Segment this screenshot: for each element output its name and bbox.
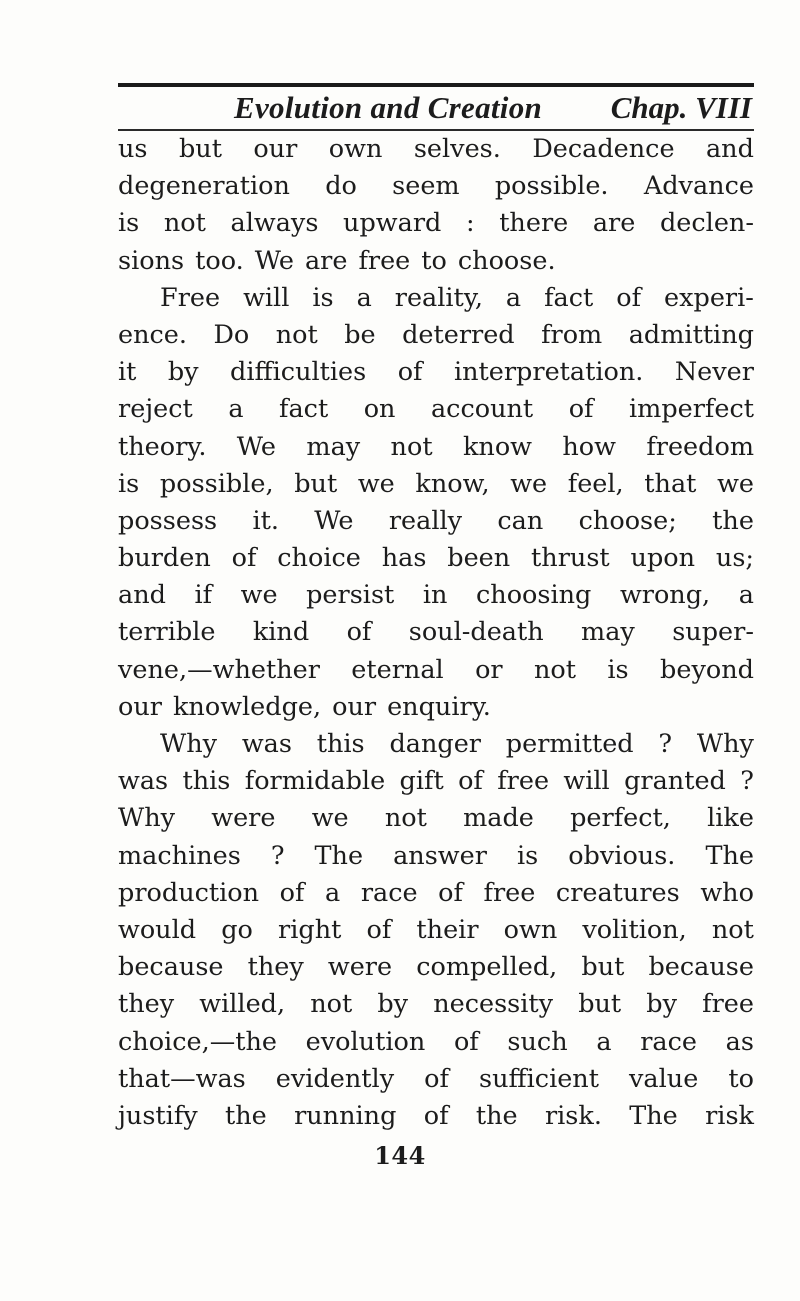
- word: like: [707, 803, 754, 834]
- word: We: [314, 505, 354, 536]
- word: we: [510, 468, 548, 499]
- word: permitted: [505, 729, 634, 759]
- word: not: [163, 208, 206, 239]
- word: from: [541, 319, 603, 350]
- word: we: [357, 468, 395, 499]
- word: volition,: [582, 914, 687, 945]
- word: race: [360, 877, 418, 908]
- word: is: [312, 282, 334, 313]
- word: We: [254, 245, 294, 276]
- word: choosing: [475, 580, 592, 611]
- word: be: [344, 319, 376, 350]
- word: admitting: [628, 319, 754, 350]
- word: has: [381, 543, 427, 574]
- word: free: [358, 245, 411, 276]
- word: in: [422, 580, 448, 611]
- word: upon: [630, 543, 696, 574]
- text-line: [118, 614, 754, 651]
- text-line: [118, 1098, 754, 1135]
- word: right: [278, 914, 342, 945]
- body-text: [118, 131, 754, 1135]
- word: gift: [399, 766, 444, 797]
- word: on: [363, 394, 396, 425]
- text-line: [118, 1024, 754, 1061]
- word: value: [629, 1063, 699, 1094]
- word: been: [447, 543, 511, 574]
- word: would: [118, 914, 197, 945]
- word: of: [568, 394, 594, 425]
- word: were: [211, 803, 276, 834]
- word: freedom: [646, 431, 754, 462]
- word: a: [228, 394, 244, 425]
- word: willed,: [199, 989, 286, 1020]
- word: terrible: [118, 617, 216, 648]
- word: not: [275, 319, 318, 350]
- running-head: [118, 88, 754, 126]
- word: justify: [118, 1100, 198, 1131]
- word: of: [458, 766, 483, 797]
- word: imperfect: [628, 394, 754, 425]
- word: The: [314, 840, 364, 871]
- word: were: [327, 952, 393, 983]
- word: free: [497, 766, 550, 797]
- word: go: [221, 914, 253, 945]
- word: their: [416, 914, 479, 945]
- word: Advance: [643, 171, 754, 202]
- word: account: [430, 394, 534, 425]
- word: formidable: [244, 766, 386, 797]
- word: not: [384, 803, 427, 834]
- text-line: [118, 875, 754, 912]
- word: how: [562, 431, 616, 462]
- word: wrong,: [619, 580, 711, 611]
- word: a: [356, 282, 372, 313]
- word: know: [462, 431, 532, 462]
- word: risk: [705, 1100, 754, 1131]
- word: interpretation.: [453, 357, 644, 388]
- word: selves.: [413, 134, 501, 164]
- text-line: [118, 503, 754, 540]
- word: is: [607, 654, 629, 685]
- text-line: [118, 540, 754, 577]
- word: but: [294, 468, 338, 499]
- word: of: [616, 282, 642, 313]
- word: risk.: [544, 1100, 602, 1131]
- word: own: [328, 134, 383, 164]
- word: sufficient: [479, 1063, 599, 1094]
- word: too.: [195, 245, 244, 276]
- text-line: [118, 429, 754, 466]
- text-line: [118, 800, 754, 837]
- word: experi-: [664, 282, 754, 313]
- word: super-: [672, 617, 754, 648]
- word: there: [499, 208, 569, 239]
- word: are: [304, 245, 348, 276]
- word: running: [294, 1100, 397, 1131]
- word: thrust: [531, 543, 610, 574]
- word: that—was: [118, 1063, 246, 1094]
- text-line: [118, 168, 754, 205]
- word: possible.: [494, 171, 609, 202]
- word: We: [236, 431, 277, 462]
- word: a: [325, 877, 341, 908]
- word: evidently: [275, 1063, 395, 1094]
- word: may: [306, 431, 361, 462]
- word: answer: [393, 840, 487, 871]
- word: who: [700, 877, 754, 908]
- text-line: [118, 317, 754, 354]
- word: Never: [674, 357, 754, 388]
- word: deterred: [402, 319, 515, 350]
- word: The: [629, 1100, 678, 1131]
- word: or: [475, 654, 503, 685]
- word: to: [728, 1063, 754, 1094]
- word: Do: [213, 319, 250, 350]
- word: our: [253, 134, 298, 164]
- text-line: [118, 391, 754, 428]
- word: of: [346, 617, 372, 648]
- word: difficulties: [230, 357, 367, 388]
- word: and: [118, 580, 166, 611]
- word: production: [118, 877, 260, 908]
- word: creatures: [555, 877, 680, 908]
- word: the: [224, 1100, 267, 1131]
- word: reality,: [394, 282, 483, 313]
- text-line: [118, 838, 754, 875]
- word: enquiry.: [387, 691, 491, 722]
- text-line: [118, 689, 754, 726]
- word: of: [424, 1063, 449, 1094]
- word: ?: [270, 840, 285, 871]
- text-line: [118, 986, 754, 1023]
- header-rule-top: [118, 83, 754, 87]
- text-line: [118, 912, 754, 949]
- word: eternal: [351, 654, 444, 685]
- word: Decadence: [532, 134, 675, 164]
- word: degeneration: [118, 171, 290, 202]
- running-head-chapter: Chap. VIII: [610, 90, 752, 125]
- word: fact: [279, 394, 329, 425]
- word: possess: [118, 505, 218, 536]
- word: always: [230, 208, 319, 239]
- word: this: [316, 729, 365, 759]
- word: but: [578, 989, 622, 1020]
- word: is: [118, 208, 140, 239]
- word: a: [505, 282, 522, 313]
- word: machines: [118, 840, 241, 871]
- word: soul-death: [408, 617, 544, 648]
- word: compelled,: [416, 952, 558, 983]
- running-head-title: Evolution and Creation: [234, 90, 543, 125]
- word: they: [247, 952, 304, 983]
- word: upward: [343, 208, 442, 239]
- word: is: [516, 840, 539, 871]
- word: possible,: [159, 468, 274, 499]
- word: not: [711, 914, 754, 945]
- word: we: [240, 580, 278, 611]
- word: evolution: [305, 1026, 426, 1057]
- word: we: [717, 468, 754, 499]
- word: reject: [118, 394, 193, 425]
- word: beyond: [660, 654, 754, 685]
- word: kind: [252, 617, 310, 648]
- word: of: [397, 357, 423, 388]
- word: obvious.: [568, 840, 676, 871]
- word: was: [118, 766, 169, 797]
- word: do: [325, 171, 357, 202]
- word: know,: [415, 468, 490, 499]
- word: but: [178, 134, 222, 164]
- text-line: [118, 577, 754, 614]
- word: because: [648, 952, 754, 983]
- word: a: [738, 580, 754, 611]
- word: knowledge,: [172, 691, 322, 722]
- word: the: [475, 1100, 518, 1131]
- word: can: [497, 505, 544, 536]
- word: may: [581, 617, 635, 648]
- word: free: [483, 877, 536, 908]
- word: we: [311, 803, 349, 834]
- word: perfect,: [570, 803, 671, 834]
- text-line: [118, 354, 754, 391]
- word: a: [596, 1026, 612, 1057]
- word: of: [438, 877, 463, 908]
- word: they: [118, 989, 175, 1020]
- word: persist: [306, 580, 395, 611]
- word: that: [644, 468, 697, 499]
- word: ?: [740, 766, 754, 797]
- word: ence.: [118, 319, 187, 350]
- word: because: [118, 952, 224, 983]
- word: Why: [160, 729, 218, 759]
- word: not: [534, 654, 577, 685]
- text-line: [118, 466, 754, 503]
- word: and: [705, 134, 754, 164]
- word: granted: [624, 766, 726, 797]
- word: is: [118, 468, 140, 499]
- word: :: [465, 208, 475, 239]
- word: choice,—the: [118, 1026, 277, 1057]
- word: fact: [544, 282, 594, 313]
- word: our: [118, 691, 162, 722]
- word: choose;: [578, 505, 677, 536]
- text-line: [118, 131, 754, 168]
- word: not: [390, 431, 433, 462]
- word: by: [167, 357, 199, 388]
- word: theory.: [118, 431, 207, 462]
- word: danger: [389, 729, 481, 759]
- word: us;: [715, 543, 754, 574]
- word: made: [463, 803, 534, 834]
- word: feel,: [567, 468, 624, 499]
- word: of: [231, 543, 257, 574]
- word: was: [241, 729, 292, 759]
- word: by: [377, 989, 409, 1020]
- word: of: [366, 914, 392, 945]
- word: ?: [658, 729, 673, 759]
- word: sions: [118, 245, 185, 276]
- text-line: [118, 280, 754, 317]
- page-number: 144: [374, 1141, 426, 1170]
- word: of: [279, 877, 305, 908]
- word: of: [423, 1100, 449, 1131]
- word: our: [332, 691, 377, 722]
- word: Why: [696, 729, 754, 759]
- word: Free: [160, 282, 221, 313]
- word: if: [194, 580, 213, 611]
- text-line: [118, 949, 754, 986]
- word: choose.: [457, 245, 556, 276]
- word: this: [182, 766, 231, 797]
- word: as: [725, 1026, 754, 1057]
- word: seem: [392, 171, 460, 202]
- word: by: [646, 989, 678, 1020]
- text-line: [118, 205, 754, 242]
- word: will: [243, 282, 290, 313]
- word: burden: [118, 543, 211, 574]
- text-line: [118, 243, 754, 280]
- word: it: [118, 357, 137, 388]
- text-line: [118, 763, 754, 800]
- word: not: [310, 989, 353, 1020]
- word: will: [563, 766, 610, 797]
- word: Why: [118, 803, 176, 834]
- word: race: [640, 1026, 697, 1057]
- word: vene,—whether: [118, 654, 320, 685]
- word: are: [592, 208, 636, 239]
- text-line: [118, 1061, 754, 1098]
- word: The: [705, 840, 754, 871]
- word: to: [421, 245, 447, 276]
- word: free: [702, 989, 754, 1020]
- word: declen-: [659, 208, 754, 239]
- word: really: [388, 505, 463, 536]
- word: own: [503, 914, 558, 945]
- text-line: [118, 652, 754, 689]
- word: such: [507, 1026, 568, 1057]
- word: of: [453, 1026, 479, 1057]
- word: the: [712, 505, 754, 536]
- word: us: [118, 134, 148, 164]
- word: choice: [277, 543, 361, 574]
- word: but: [581, 952, 625, 983]
- text-line: [118, 726, 754, 763]
- word: it.: [252, 505, 279, 536]
- word: necessity: [433, 989, 554, 1020]
